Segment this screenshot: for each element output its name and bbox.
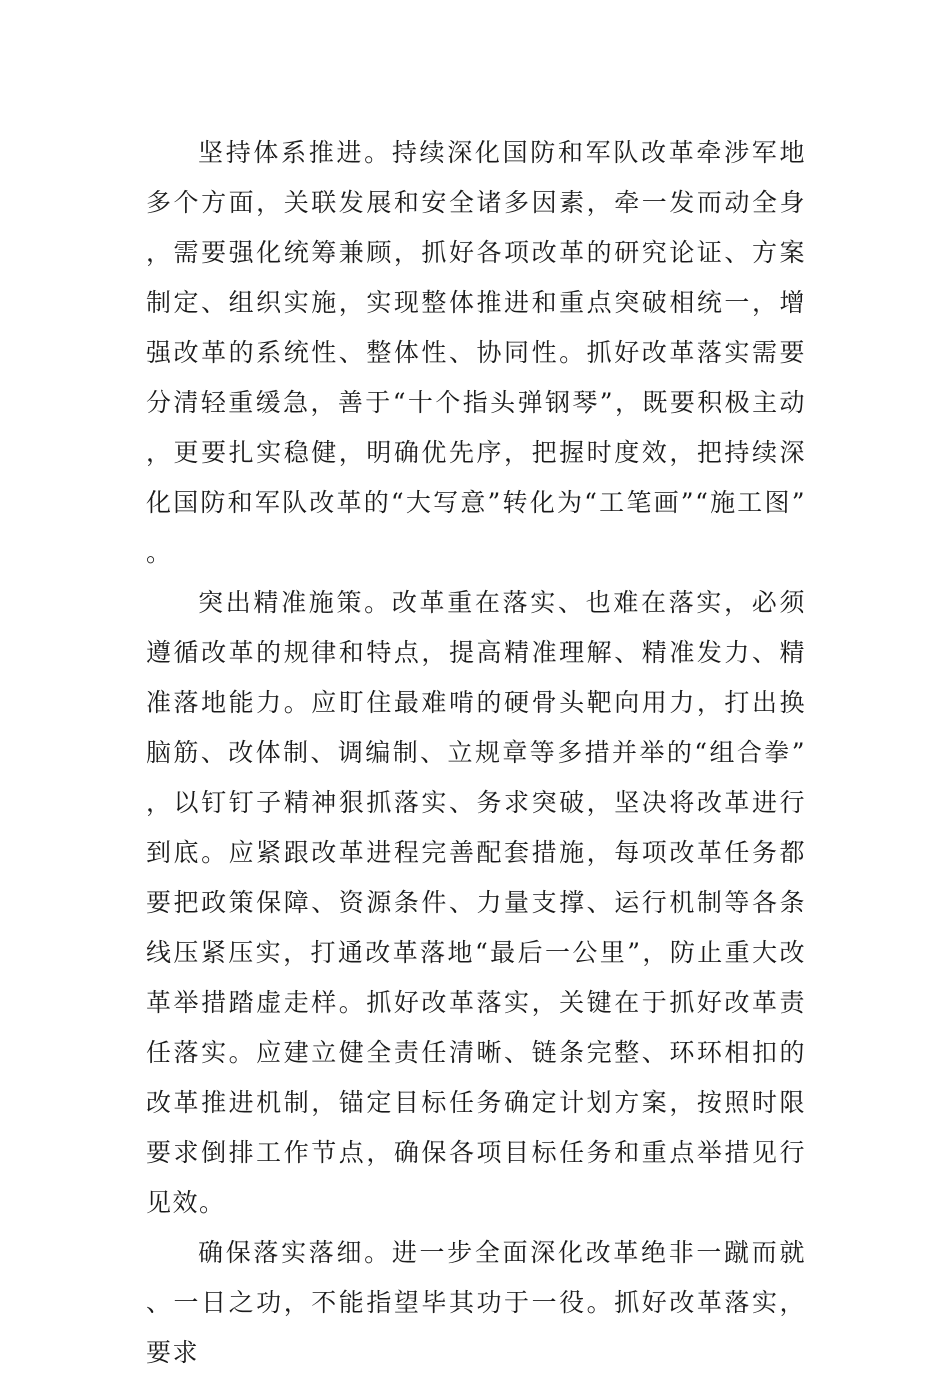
paragraph-precise-policy: 突出精准施策。改革重在落实、也难在落实，必须遵循改革的规律和特点，提高精准理解、精准发力、精准落地能力。应盯住最难啃的硬骨头靶向用力，打出换脑筋、改体制、调编制、立规章等多措并举的“组合拳”，以钉钉子精神狠抓落实、务求突破，坚决将改革进行到底。应紧跟改革进程完善配套措施，每项改革任务都要把政策保障、资源条件、力量支撑、运行机制等各条线压紧压实，打通改革落地“最后一公里”，防止重大改革举措踏虚走样。抓好改革落实，关键在于抓好改革责任落实。应建立健全责任清晰、链条完整、环环相扣的改革推进机制，锚定目标任务确定计划方案，按照时限要求倒排工作节点，确保各项目标任务和重点举措见行见效。 — [146, 588, 806, 1217]
paragraph-system-advancement: 坚持体系推进。持续深化国防和军队改革牵涉军地多个方面，关联发展和安全诸多因素，牵一发而动全身，需要强化统筹兼顾，抓好各项改革的研究论证、方案制定、组织实施，实现整体推进和重点突破相统一，增强改革的系统性、整体性、协同性。抓好改革落实需要分清轻重缓急，善于“十个指头弹钢琴”，既要积极主动，更要扎实稳健，明确优先序，把握时度效，把持续深化国防和军队改革的“大写意”转化为“工笔画”“施工图”。 — [146, 138, 806, 567]
paragraph-ensure-implementation: 确保落实落细。进一步全面深化改革绝非一蹴而就、一日之功，不能指望毕其功于一役。抓好改革落实，要求 — [146, 1238, 806, 1367]
document-body — [146, 128, 806, 1378]
